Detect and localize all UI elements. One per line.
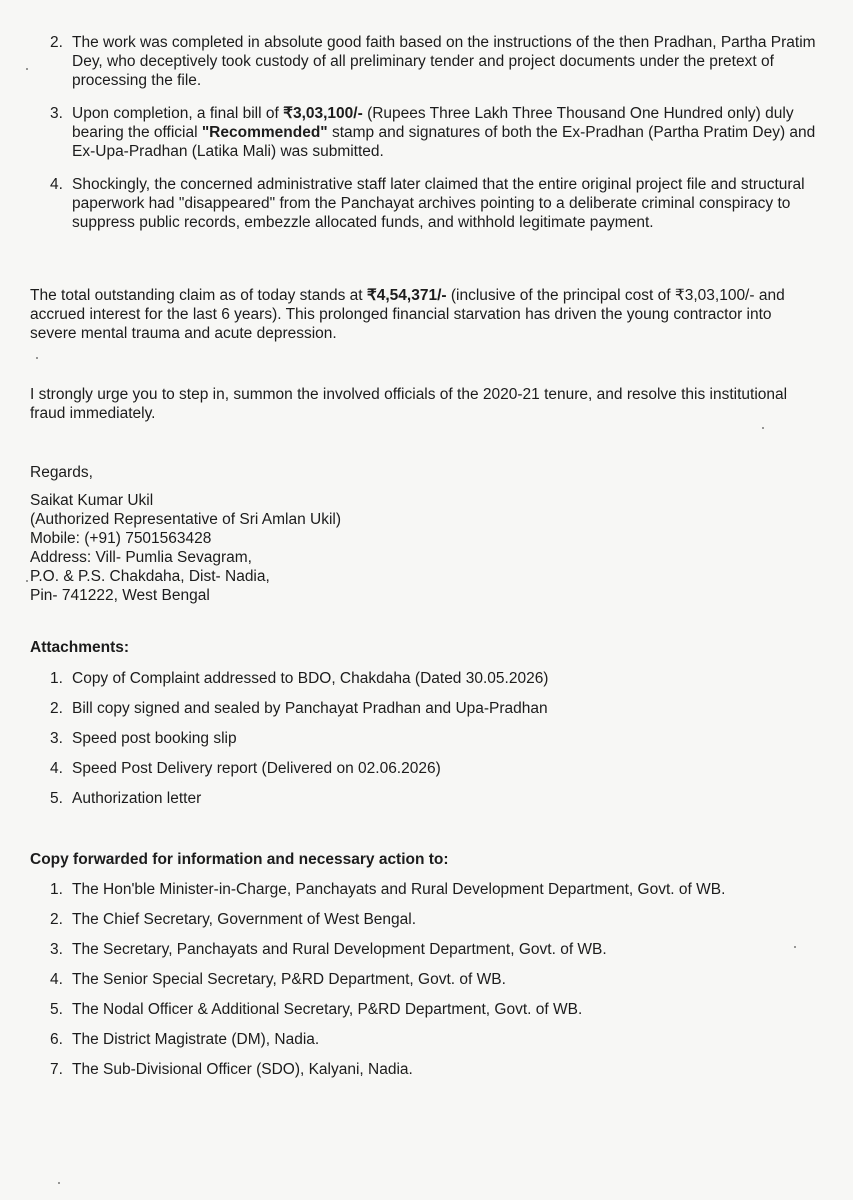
signatory-address-line: P.O. & P.S. Chakdaha, Dist- Nadia,	[30, 568, 270, 585]
recipient-item	[30, 970, 820, 989]
point-item	[30, 175, 820, 232]
attachment-number: 4.	[50, 760, 63, 777]
recipient-text: The Sub-Divisional Officer (SDO), Kalyani, Nadia.	[72, 1061, 413, 1078]
claim-paragraph	[30, 286, 820, 343]
signature-block	[30, 491, 820, 605]
signatory-mobile: Mobile: (+91) 7501563428	[30, 530, 212, 547]
scan-speck	[36, 357, 38, 359]
recipient-item	[30, 1030, 820, 1049]
point-text	[72, 105, 815, 160]
attachment-item	[30, 759, 820, 778]
signatory-address-line: Address: Vill- Pumlia Sevagram,	[30, 549, 252, 566]
recommended-stamp-text: "Recommended"	[201, 124, 328, 141]
recipient-number: 6.	[50, 1031, 63, 1048]
point-number: 2.	[50, 34, 63, 51]
point-text-pre: Upon completion, a final bill of	[72, 105, 284, 122]
recipient-text: The Nodal Officer & Additional Secretary, P&RD Department, Govt. of WB.	[72, 1001, 583, 1018]
claim-text-post: (inclusive of the principal cost of ₹3,03,100/- and accrued interest for the last 6 years). This prolonged financial starvation has driven the young contractor into severe mental trauma and acute depression.	[30, 287, 785, 342]
attachment-number: 5.	[50, 790, 63, 807]
scan-speck	[58, 1182, 60, 1184]
urge-paragraph: I strongly urge you to step in, summon the involved officials of the 2020-21 tenure, and resolve this institutional fraud immediately.	[30, 386, 788, 422]
point-number: 3.	[50, 105, 63, 122]
attachment-text: Speed post booking slip	[72, 730, 237, 747]
point-item	[30, 104, 820, 161]
attachment-number: 2.	[50, 700, 63, 717]
recipient-item	[30, 880, 820, 899]
recipient-item	[30, 1060, 820, 1079]
claim-amount: ₹4,54,371/-	[366, 287, 447, 304]
recipient-item	[30, 940, 820, 959]
scan-speck	[26, 580, 28, 582]
attachment-item	[30, 729, 820, 748]
attachments-heading: Attachments:	[30, 639, 130, 656]
recipient-text: The Secretary, Panchayats and Rural Development Department, Govt. of WB.	[72, 941, 607, 958]
recipient-item	[30, 910, 820, 929]
scan-speck	[794, 946, 796, 948]
attachment-item	[30, 699, 820, 718]
recipient-number: 5.	[50, 1001, 63, 1018]
recipient-number: 2.	[50, 911, 63, 928]
attachment-text: Copy of Complaint addressed to BDO, Chakdaha (Dated 30.05.2026)	[72, 670, 549, 687]
signatory-role: (Authorized Representative of Sri Amlan Ukil)	[30, 511, 341, 528]
numbered-points	[30, 33, 820, 246]
recipient-text: The Hon'ble Minister-in-Charge, Panchayats and Rural Development Department, Govt. of WB.	[72, 881, 726, 898]
point-text: Shockingly, the concerned administrative staff later claimed that the entire original project file and structural paperwork had "disappeared" from the Panchayat archives pointing to a deliberate criminal conspiracy to suppress public records, embezzle allocated funds, and withhold legitimate payment.	[72, 176, 805, 231]
point-item	[30, 33, 820, 90]
attachment-text: Authorization letter	[72, 790, 202, 807]
scan-speck	[762, 427, 764, 429]
bill-amount: ₹3,03,100/-	[283, 105, 363, 122]
attachments-list	[30, 669, 820, 808]
scan-speck	[26, 68, 28, 70]
signatory-address-line: Pin- 741222, West Bengal	[30, 587, 210, 604]
claim-text-pre: The total outstanding claim as of today stands at	[30, 287, 367, 304]
attachment-item	[30, 669, 820, 688]
regards-text: Regards,	[30, 464, 93, 481]
point-text-post: stamp and signatures of both the Ex-Pradhan (Partha Pratim Dey) and Ex-Upa-Pradhan (Latika Mali) was submitted.	[72, 124, 816, 160]
copy-forwarded-list	[30, 880, 820, 1079]
attachment-item	[30, 789, 820, 808]
attachment-text: Bill copy signed and sealed by Panchayat Pradhan and Upa-Pradhan	[72, 700, 548, 717]
recipient-number: 7.	[50, 1061, 63, 1078]
point-text-mid: (Rupees Three Lakh Three Thousand One Hundred only) duly bearing the official	[72, 105, 794, 141]
point-number: 4.	[50, 176, 63, 193]
recipient-number: 3.	[50, 941, 63, 958]
attachment-number: 1.	[50, 670, 63, 687]
recipient-text: The Chief Secretary, Government of West Bengal.	[72, 911, 417, 928]
signatory-name: Saikat Kumar Ukil	[30, 492, 154, 509]
recipient-number: 1.	[50, 881, 63, 898]
recipient-number: 4.	[50, 971, 63, 988]
recipient-text: The Senior Special Secretary, P&RD Department, Govt. of WB.	[72, 971, 506, 988]
point-text: The work was completed in absolute good faith based on the instructions of the then Pradhan, Partha Pratim Dey, who deceptively took custody of all preliminary tender and project documents under the pretext of processing the file.	[72, 34, 816, 89]
attachment-number: 3.	[50, 730, 63, 747]
recipient-text: The District Magistrate (DM), Nadia.	[72, 1031, 320, 1048]
copy-forwarded-heading: Copy forwarded for information and necessary action to:	[30, 851, 449, 868]
recipient-item	[30, 1000, 820, 1019]
attachment-text: Speed Post Delivery report (Delivered on 02.06.2026)	[72, 760, 441, 777]
